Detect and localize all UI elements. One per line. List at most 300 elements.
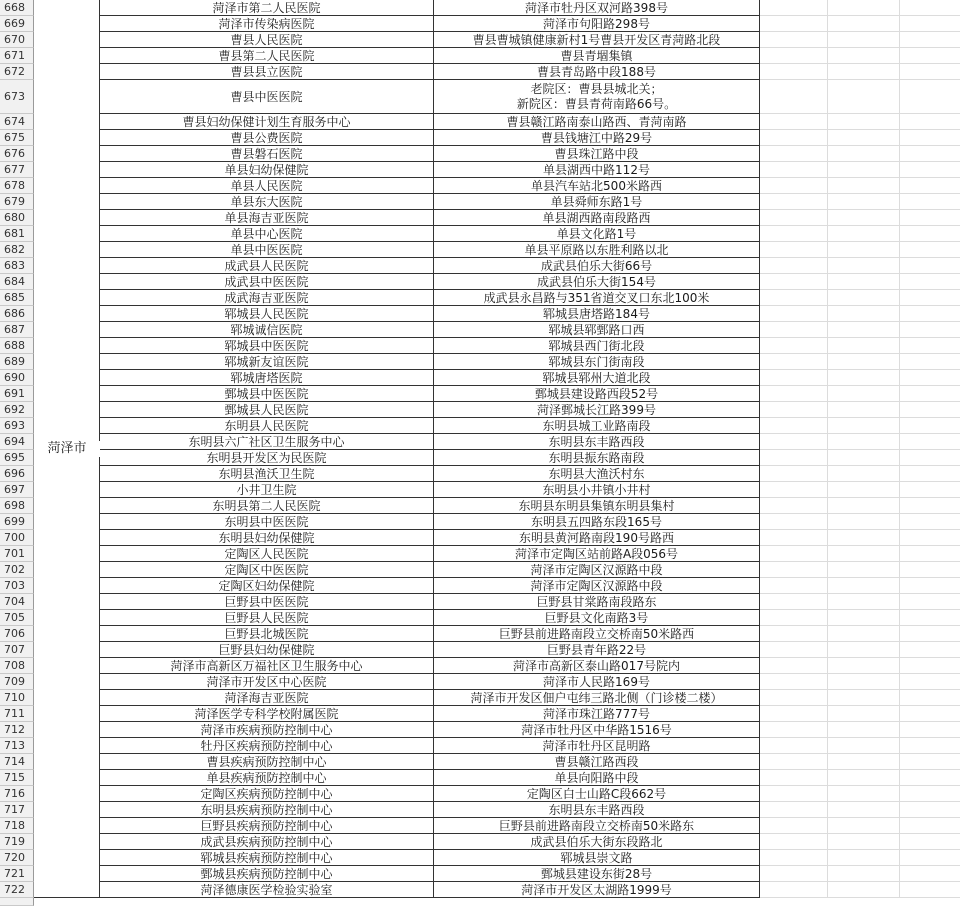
empty-cell[interactable] — [900, 818, 960, 834]
empty-cell[interactable] — [760, 178, 828, 194]
empty-cell[interactable] — [828, 306, 900, 322]
row-number[interactable]: 714 — [0, 754, 34, 770]
address-cell[interactable]: 菏泽鄄城长江路399号 — [434, 402, 760, 418]
address-cell[interactable]: 巨野县文化南路3号 — [434, 610, 760, 626]
city-cell[interactable] — [34, 530, 100, 546]
address-cell[interactable]: 郓城县郓鄄路口西 — [434, 322, 760, 338]
table-row[interactable] — [0, 610, 960, 626]
empty-cell[interactable] — [900, 610, 960, 626]
table-row[interactable] — [0, 354, 960, 370]
empty-cell[interactable] — [900, 402, 960, 418]
table-row[interactable] — [0, 114, 960, 130]
hospital-name-cell[interactable]: 菏泽市疾病预防控制中心 — [100, 722, 434, 738]
empty-cell[interactable] — [760, 546, 828, 562]
address-cell[interactable]: 曹县赣江路西段 — [434, 754, 760, 770]
address-cell[interactable]: 单县平原路以东胜利路以北 — [434, 242, 760, 258]
row-number[interactable]: 675 — [0, 130, 34, 146]
row-number[interactable]: 721 — [0, 866, 34, 882]
city-cell[interactable] — [34, 306, 100, 322]
address-cell[interactable]: 郓城县崇文路 — [434, 850, 760, 866]
hospital-name-cell[interactable]: 东明县妇幼保健院 — [100, 530, 434, 546]
empty-cell[interactable] — [900, 850, 960, 866]
empty-cell[interactable] — [900, 0, 960, 16]
empty-cell[interactable] — [760, 578, 828, 594]
row-number[interactable]: 720 — [0, 850, 34, 866]
empty-cell[interactable] — [760, 866, 828, 882]
hospital-name-cell[interactable]: 曹县人民医院 — [100, 32, 434, 48]
row-number[interactable]: 678 — [0, 178, 34, 194]
empty-cell[interactable] — [900, 48, 960, 64]
row-number[interactable]: 688 — [0, 338, 34, 354]
city-cell[interactable] — [34, 610, 100, 626]
hospital-name-cell[interactable]: 定陶区中医医院 — [100, 562, 434, 578]
row-number[interactable]: 677 — [0, 162, 34, 178]
city-cell[interactable] — [34, 834, 100, 850]
city-cell[interactable] — [34, 274, 100, 290]
address-cell[interactable]: 东明县东丰路西段 — [434, 434, 760, 450]
empty-cell[interactable] — [828, 114, 900, 130]
table-row[interactable] — [0, 866, 960, 882]
empty-cell[interactable] — [900, 322, 960, 338]
address-cell[interactable]: 巨野县前进路南段立交桥南50米路西 — [434, 626, 760, 642]
empty-cell[interactable] — [760, 498, 828, 514]
empty-cell[interactable] — [760, 594, 828, 610]
table-row[interactable] — [0, 226, 960, 242]
address-cell[interactable]: 曹县曹城镇健康新村1号曹县开发区青菏路北段 — [434, 32, 760, 48]
table-row[interactable] — [0, 642, 960, 658]
row-number[interactable]: 686 — [0, 306, 34, 322]
table-row[interactable] — [0, 32, 960, 48]
hospital-name-cell[interactable]: 单县中医医院 — [100, 242, 434, 258]
city-cell[interactable] — [34, 690, 100, 706]
address-cell[interactable]: 东明县振东路南段 — [434, 450, 760, 466]
empty-cell[interactable] — [760, 386, 828, 402]
hospital-name-cell[interactable]: 单县中心医院 — [100, 226, 434, 242]
table-row[interactable] — [0, 418, 960, 434]
address-cell[interactable]: 鄄城县建设路西段52号 — [434, 386, 760, 402]
table-row[interactable] — [0, 402, 960, 418]
empty-cell[interactable] — [828, 482, 900, 498]
empty-cell[interactable] — [828, 834, 900, 850]
empty-cell[interactable] — [900, 754, 960, 770]
empty-cell[interactable] — [900, 290, 960, 306]
empty-cell[interactable] — [828, 498, 900, 514]
address-cell[interactable]: 巨野县前进路南段立交桥南50米路东 — [434, 818, 760, 834]
city-cell[interactable] — [34, 882, 100, 898]
empty-cell[interactable] — [900, 578, 960, 594]
empty-cell[interactable] — [828, 354, 900, 370]
empty-cell[interactable] — [900, 546, 960, 562]
empty-cell[interactable] — [828, 850, 900, 866]
empty-cell[interactable] — [900, 242, 960, 258]
empty-cell[interactable] — [828, 194, 900, 210]
empty-cell[interactable] — [900, 674, 960, 690]
city-cell[interactable] — [34, 818, 100, 834]
row-number[interactable]: 681 — [0, 226, 34, 242]
hospital-name-cell[interactable]: 菏泽医学专科学校附属医院 — [100, 706, 434, 722]
city-cell[interactable] — [34, 498, 100, 514]
table-row[interactable] — [0, 786, 960, 802]
table-row[interactable] — [0, 258, 960, 274]
table-row[interactable] — [0, 882, 960, 898]
hospital-name-cell[interactable]: 曹县中医医院 — [100, 80, 434, 114]
address-cell[interactable]: 单县向阳路中段 — [434, 770, 760, 786]
empty-cell[interactable] — [900, 770, 960, 786]
row-number[interactable]: 708 — [0, 658, 34, 674]
empty-cell[interactable] — [900, 514, 960, 530]
empty-cell[interactable] — [900, 130, 960, 146]
hospital-name-cell[interactable]: 郓城县中医医院 — [100, 338, 434, 354]
address-cell[interactable]: 菏泽市牡丹区昆明路 — [434, 738, 760, 754]
empty-cell[interactable] — [828, 64, 900, 80]
city-cell[interactable] — [34, 562, 100, 578]
table-row[interactable] — [0, 370, 960, 386]
address-cell[interactable]: 成武县伯乐大街154号 — [434, 274, 760, 290]
empty-cell[interactable] — [828, 146, 900, 162]
table-row[interactable] — [0, 162, 960, 178]
table-row[interactable] — [0, 242, 960, 258]
empty-cell[interactable] — [900, 32, 960, 48]
city-cell[interactable] — [34, 402, 100, 418]
row-number[interactable]: 696 — [0, 466, 34, 482]
city-cell[interactable] — [34, 418, 100, 434]
empty-cell[interactable] — [900, 498, 960, 514]
empty-cell[interactable] — [828, 402, 900, 418]
row-number[interactable]: 701 — [0, 546, 34, 562]
address-cell[interactable]: 单县汽车站北500米路西 — [434, 178, 760, 194]
city-cell[interactable] — [34, 338, 100, 354]
table-row[interactable] — [0, 482, 960, 498]
empty-cell[interactable] — [828, 48, 900, 64]
empty-cell[interactable] — [828, 578, 900, 594]
empty-cell[interactable] — [828, 386, 900, 402]
row-number[interactable]: 673 — [0, 80, 34, 114]
hospital-name-cell[interactable]: 巨野县妇幼保健院 — [100, 642, 434, 658]
hospital-name-cell[interactable]: 曹县公费医院 — [100, 130, 434, 146]
hospital-name-cell[interactable]: 牡丹区疾病预防控制中心 — [100, 738, 434, 754]
address-cell[interactable]: 郓城县西门街北段 — [434, 338, 760, 354]
hospital-name-cell[interactable]: 巨野县中医医院 — [100, 594, 434, 610]
empty-cell[interactable] — [760, 754, 828, 770]
city-cell[interactable] — [34, 738, 100, 754]
empty-cell[interactable] — [760, 210, 828, 226]
row-number[interactable]: 674 — [0, 114, 34, 130]
hospital-name-cell[interactable]: 曹县妇幼保健计划生育服务中心 — [100, 114, 434, 130]
empty-cell[interactable] — [900, 146, 960, 162]
empty-cell[interactable] — [900, 690, 960, 706]
row-number[interactable]: 707 — [0, 642, 34, 658]
hospital-name-cell[interactable]: 单县疾病预防控制中心 — [100, 770, 434, 786]
table-row[interactable] — [0, 850, 960, 866]
row-number[interactable]: 668 — [0, 0, 34, 16]
empty-cell[interactable] — [828, 258, 900, 274]
city-cell[interactable] — [34, 130, 100, 146]
empty-cell[interactable] — [828, 450, 900, 466]
table-row[interactable] — [0, 674, 960, 690]
address-cell[interactable]: 东明县东明县集镇东明县集村 — [434, 498, 760, 514]
address-cell[interactable]: 菏泽市定陶区汉源路中段 — [434, 578, 760, 594]
empty-cell[interactable] — [900, 194, 960, 210]
hospital-name-cell[interactable]: 东明县开发区为民医院 — [100, 450, 434, 466]
row-number[interactable]: 710 — [0, 690, 34, 706]
empty-cell[interactable] — [828, 722, 900, 738]
row-number[interactable]: 702 — [0, 562, 34, 578]
empty-cell[interactable] — [900, 482, 960, 498]
hospital-name-cell[interactable]: 菏泽市开发区中心医院 — [100, 674, 434, 690]
table-row[interactable] — [0, 386, 960, 402]
empty-cell[interactable] — [760, 770, 828, 786]
city-cell[interactable] — [34, 162, 100, 178]
address-cell[interactable]: 巨野县甘棠路南段路东 — [434, 594, 760, 610]
city-cell[interactable] — [34, 578, 100, 594]
hospital-name-cell[interactable]: 巨野县北城医院 — [100, 626, 434, 642]
empty-cell[interactable] — [760, 418, 828, 434]
empty-cell[interactable] — [828, 0, 900, 16]
empty-cell[interactable] — [900, 626, 960, 642]
hospital-name-cell[interactable]: 东明县疾病预防控制中心 — [100, 802, 434, 818]
empty-cell[interactable] — [760, 354, 828, 370]
city-cell[interactable] — [34, 290, 100, 306]
empty-cell[interactable] — [760, 466, 828, 482]
city-cell[interactable] — [34, 482, 100, 498]
empty-cell[interactable] — [828, 770, 900, 786]
city-cell[interactable] — [34, 258, 100, 274]
empty-cell[interactable] — [900, 802, 960, 818]
row-number[interactable]: 694 — [0, 434, 34, 450]
empty-cell[interactable] — [900, 370, 960, 386]
address-cell[interactable]: 郓城县唐塔路184号 — [434, 306, 760, 322]
hospital-name-cell[interactable]: 郓城新友谊医院 — [100, 354, 434, 370]
row-number[interactable]: 670 — [0, 32, 34, 48]
row-number[interactable]: 704 — [0, 594, 34, 610]
hospital-name-cell[interactable]: 曹县磐石医院 — [100, 146, 434, 162]
address-cell[interactable]: 巨野县青年路22号 — [434, 642, 760, 658]
empty-cell[interactable] — [828, 322, 900, 338]
empty-cell[interactable] — [900, 226, 960, 242]
empty-cell[interactable] — [760, 48, 828, 64]
hospital-name-cell[interactable]: 曹县县立医院 — [100, 64, 434, 80]
empty-cell[interactable] — [760, 674, 828, 690]
city-cell[interactable] — [34, 866, 100, 882]
table-row[interactable] — [0, 514, 960, 530]
table-row[interactable] — [0, 16, 960, 32]
row-number[interactable]: 682 — [0, 242, 34, 258]
table-row[interactable] — [0, 210, 960, 226]
empty-cell[interactable] — [828, 162, 900, 178]
empty-cell[interactable] — [828, 786, 900, 802]
row-number[interactable]: 692 — [0, 402, 34, 418]
hospital-name-cell[interactable]: 成武县疾病预防控制中心 — [100, 834, 434, 850]
table-row[interactable] — [0, 658, 960, 674]
empty-cell[interactable] — [828, 16, 900, 32]
row-number[interactable]: 691 — [0, 386, 34, 402]
address-cell[interactable] — [434, 80, 760, 114]
empty-cell[interactable] — [760, 834, 828, 850]
empty-cell[interactable] — [828, 530, 900, 546]
empty-cell[interactable] — [760, 514, 828, 530]
empty-cell[interactable] — [900, 786, 960, 802]
table-row[interactable] — [0, 450, 960, 466]
row-number[interactable]: 700 — [0, 530, 34, 546]
empty-cell[interactable] — [760, 322, 828, 338]
address-cell[interactable]: 单县文化路1号 — [434, 226, 760, 242]
address-cell[interactable]: 郓城县东门街南段 — [434, 354, 760, 370]
empty-cell[interactable] — [760, 434, 828, 450]
city-cell[interactable] — [34, 210, 100, 226]
city-cell[interactable] — [34, 674, 100, 690]
table-row[interactable] — [0, 48, 960, 64]
hospital-name-cell[interactable]: 东明县中医医院 — [100, 514, 434, 530]
city-cell[interactable] — [34, 626, 100, 642]
row-number[interactable]: 669 — [0, 16, 34, 32]
city-cell[interactable] — [34, 178, 100, 194]
empty-cell[interactable] — [828, 610, 900, 626]
city-cell[interactable] — [34, 0, 100, 16]
empty-cell[interactable] — [760, 16, 828, 32]
city-cell[interactable] — [34, 146, 100, 162]
row-number[interactable]: 697 — [0, 482, 34, 498]
empty-cell[interactable] — [900, 114, 960, 130]
empty-cell[interactable] — [828, 626, 900, 642]
address-cell[interactable]: 曹县钱塘江中路29号 — [434, 130, 760, 146]
empty-cell[interactable] — [828, 674, 900, 690]
empty-cell[interactable] — [760, 802, 828, 818]
address-cell[interactable]: 菏泽市牡丹区双河路398号 — [434, 0, 760, 16]
hospital-name-cell[interactable]: 郓城县疾病预防控制中心 — [100, 850, 434, 866]
address-cell[interactable]: 菏泽市定陶区站前路A段056号 — [434, 546, 760, 562]
address-cell[interactable]: 单县舜师东路1号 — [434, 194, 760, 210]
city-cell[interactable] — [34, 16, 100, 32]
address-cell[interactable]: 菏泽市高新区泰山路017号院内 — [434, 658, 760, 674]
city-cell[interactable] — [34, 514, 100, 530]
hospital-name-cell[interactable]: 单县东大医院 — [100, 194, 434, 210]
hospital-name-cell[interactable]: 曹县疾病预防控制中心 — [100, 754, 434, 770]
address-cell[interactable]: 鄄城县建设东街28号 — [434, 866, 760, 882]
row-number[interactable]: 722 — [0, 882, 34, 898]
city-cell[interactable] — [34, 594, 100, 610]
address-cell[interactable]: 东明县五四路东段165号 — [434, 514, 760, 530]
empty-cell[interactable] — [760, 626, 828, 642]
empty-cell[interactable] — [760, 130, 828, 146]
hospital-name-cell[interactable]: 鄄城县疾病预防控制中心 — [100, 866, 434, 882]
empty-cell[interactable] — [900, 210, 960, 226]
city-cell[interactable] — [34, 64, 100, 80]
empty-cell[interactable] — [828, 338, 900, 354]
empty-cell[interactable] — [828, 706, 900, 722]
address-cell[interactable]: 菏泽市人民路169号 — [434, 674, 760, 690]
empty-cell[interactable] — [900, 722, 960, 738]
empty-cell[interactable] — [900, 594, 960, 610]
empty-cell[interactable] — [760, 690, 828, 706]
table-row[interactable] — [0, 690, 960, 706]
empty-cell[interactable] — [828, 32, 900, 48]
hospital-name-cell[interactable]: 单县人民医院 — [100, 178, 434, 194]
empty-cell[interactable] — [900, 530, 960, 546]
row-number[interactable]: 716 — [0, 786, 34, 802]
empty-cell[interactable] — [828, 514, 900, 530]
row-number[interactable]: 683 — [0, 258, 34, 274]
address-cell[interactable]: 成武县伯乐大街东段路北 — [434, 834, 760, 850]
empty-cell[interactable] — [760, 530, 828, 546]
address-cell[interactable]: 菏泽市定陶区汉源路中段 — [434, 562, 760, 578]
hospital-name-cell[interactable]: 菏泽市第二人民医院 — [100, 0, 434, 16]
empty-cell[interactable] — [760, 258, 828, 274]
row-number[interactable]: 719 — [0, 834, 34, 850]
table-row[interactable] — [0, 194, 960, 210]
empty-cell[interactable] — [900, 466, 960, 482]
row-number[interactable]: 698 — [0, 498, 34, 514]
row-number[interactable]: 715 — [0, 770, 34, 786]
row-number[interactable]: 687 — [0, 322, 34, 338]
empty-cell[interactable] — [900, 258, 960, 274]
city-cell[interactable] — [34, 322, 100, 338]
address-cell[interactable]: 菏泽市牡丹区中华路1516号 — [434, 722, 760, 738]
empty-cell[interactable] — [900, 354, 960, 370]
table-row[interactable] — [0, 178, 960, 194]
empty-cell[interactable] — [828, 210, 900, 226]
empty-cell[interactable] — [760, 114, 828, 130]
table-row[interactable] — [0, 578, 960, 594]
table-row[interactable] — [0, 770, 960, 786]
empty-cell[interactable] — [760, 850, 828, 866]
address-cell[interactable]: 郓城县郓州大道北段 — [434, 370, 760, 386]
table-row[interactable] — [0, 802, 960, 818]
empty-cell[interactable] — [760, 786, 828, 802]
table-row[interactable] — [0, 0, 960, 16]
empty-cell[interactable] — [900, 418, 960, 434]
row-number[interactable]: 690 — [0, 370, 34, 386]
table-row[interactable] — [0, 146, 960, 162]
table-row[interactable] — [0, 834, 960, 850]
address-cell[interactable]: 曹县青堌集镇 — [434, 48, 760, 64]
table-row[interactable] — [0, 498, 960, 514]
empty-cell[interactable] — [900, 386, 960, 402]
address-cell[interactable]: 成武县永昌路与351省道交叉口东北100米 — [434, 290, 760, 306]
address-cell[interactable]: 成武县伯乐大街66号 — [434, 258, 760, 274]
empty-cell[interactable] — [760, 80, 828, 114]
city-cell[interactable] — [34, 386, 100, 402]
row-number[interactable]: 679 — [0, 194, 34, 210]
empty-cell[interactable] — [900, 64, 960, 80]
row-number[interactable]: 717 — [0, 802, 34, 818]
city-cell[interactable] — [34, 722, 100, 738]
table-row[interactable] — [0, 306, 960, 322]
address-cell[interactable]: 曹县赣江路南泰山路西、青菏南路 — [434, 114, 760, 130]
city-cell[interactable] — [34, 786, 100, 802]
city-cell[interactable] — [34, 354, 100, 370]
table-row[interactable] — [0, 706, 960, 722]
empty-cell[interactable] — [900, 562, 960, 578]
row-number[interactable]: 695 — [0, 450, 34, 466]
table-row-partial[interactable] — [0, 898, 960, 906]
hospital-name-cell[interactable]: 鄄城县中医医院 — [100, 386, 434, 402]
empty-cell[interactable] — [828, 642, 900, 658]
empty-cell[interactable] — [900, 80, 960, 114]
city-cell[interactable] — [34, 114, 100, 130]
hospital-name-cell[interactable]: 鄄城县人民医院 — [100, 402, 434, 418]
empty-cell[interactable] — [900, 866, 960, 882]
city-cell[interactable] — [34, 770, 100, 786]
table-row[interactable] — [0, 754, 960, 770]
row-number[interactable]: 680 — [0, 210, 34, 226]
table-row[interactable] — [0, 818, 960, 834]
table-row[interactable] — [0, 290, 960, 306]
row-number[interactable]: 684 — [0, 274, 34, 290]
empty-cell[interactable] — [900, 16, 960, 32]
empty-cell[interactable] — [828, 290, 900, 306]
empty-cell[interactable] — [760, 64, 828, 80]
address-cell[interactable]: 菏泽市句阳路298号 — [434, 16, 760, 32]
